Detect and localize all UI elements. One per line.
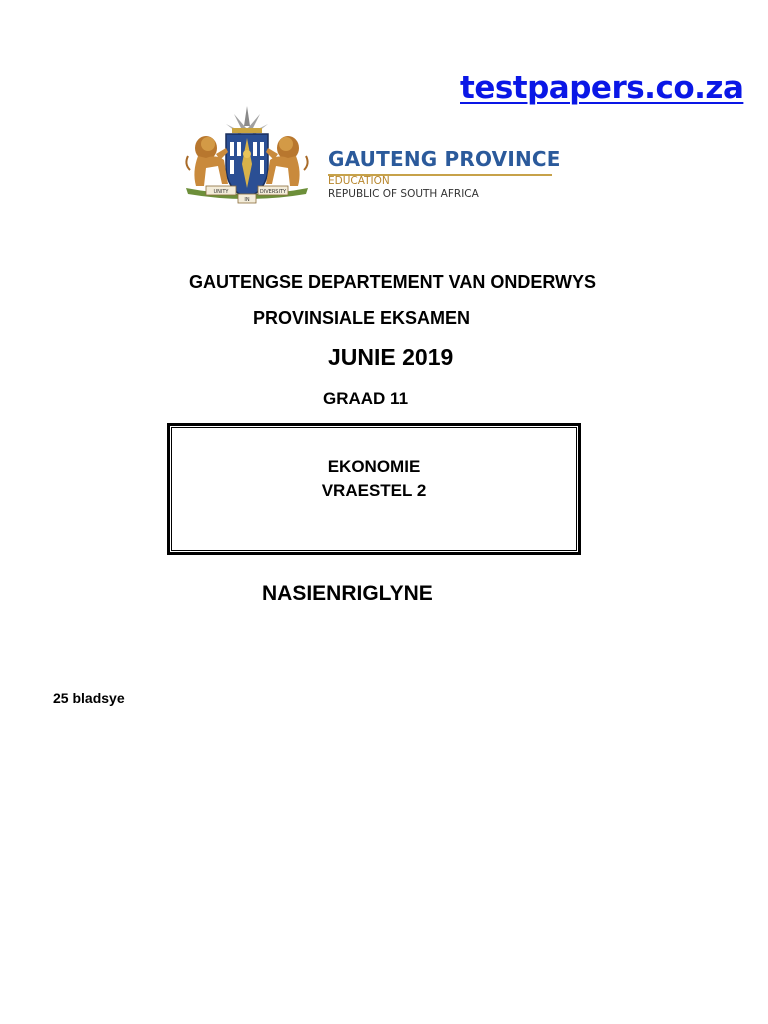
country-label: REPUBLIC OF SOUTH AFRICA — [328, 188, 479, 200]
document-type: NASIENRIGLYNE — [262, 582, 433, 605]
department-heading: GAUTENGSE DEPARTEMENT VAN ONDERWYS — [189, 272, 597, 292]
gauteng-logo — [168, 104, 588, 214]
motto-middle: IN — [244, 197, 250, 203]
province-name: GAUTENG PROVINCE — [328, 147, 561, 171]
left-lion — [186, 136, 228, 186]
subject-name: EKONOMIE — [327, 457, 421, 476]
exam-date: JUNIE 2019 — [328, 344, 454, 370]
coat-of-arms-icon — [176, 104, 318, 208]
department-label: EDUCATION — [328, 175, 390, 187]
motto-right: DIVERSITY — [259, 189, 287, 195]
sun-rays — [226, 106, 268, 135]
grade-label: GRAAD 11 — [323, 389, 409, 408]
motto-left: UNITY — [213, 189, 229, 195]
subject-box — [167, 423, 581, 555]
watermark-link[interactable]: testpapers.co.za — [460, 70, 744, 106]
paper-number: VRAESTEL 2 — [321, 481, 427, 500]
right-lion — [266, 136, 308, 186]
page-count: 25 bladsye — [53, 690, 125, 706]
exam-heading: PROVINSIALE EKSAMEN — [253, 308, 471, 328]
